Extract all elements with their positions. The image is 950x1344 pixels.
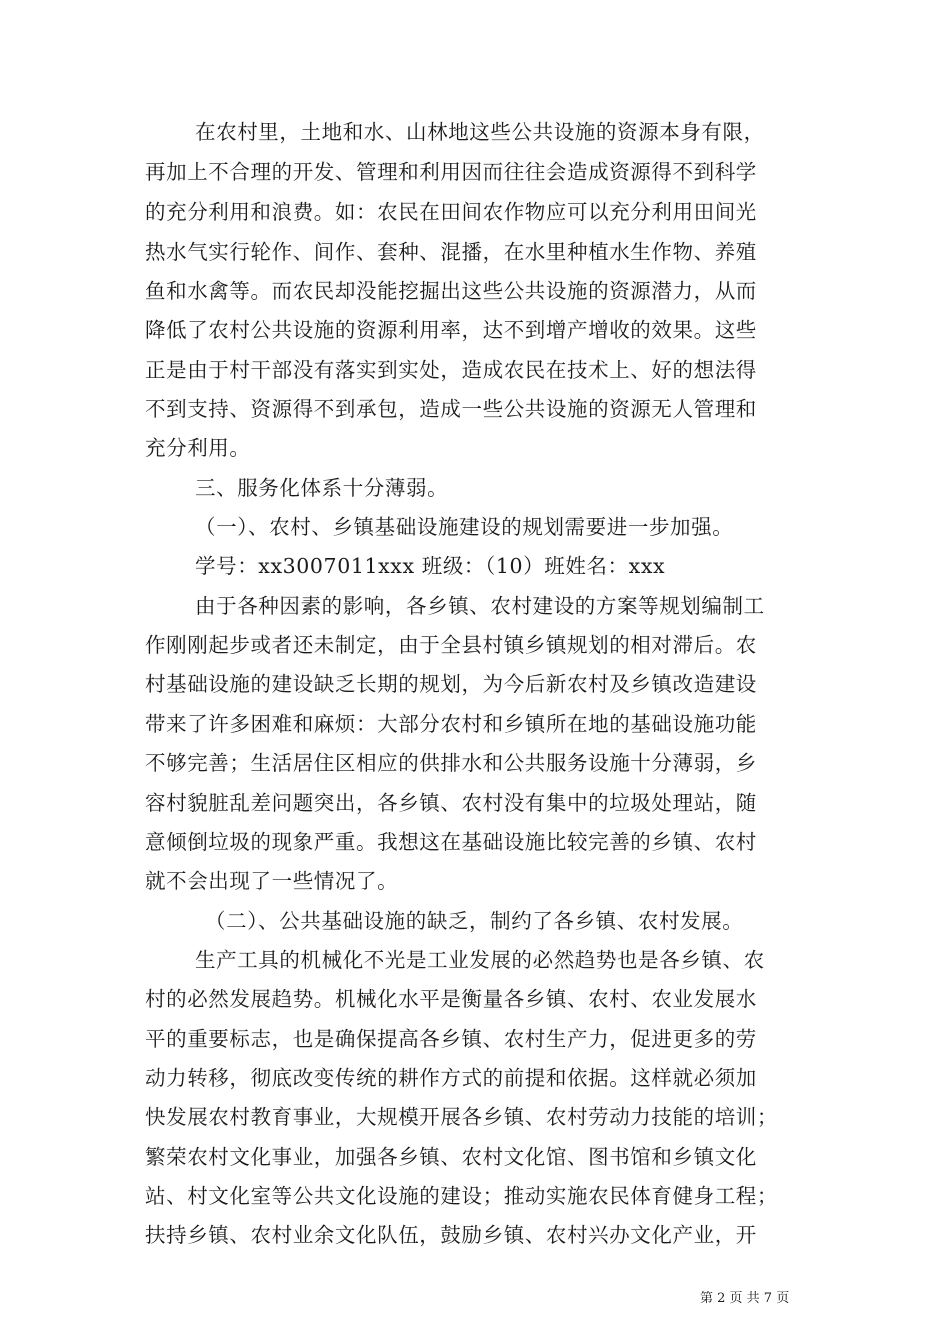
paragraph-line: 再加上不合理的开发、管理和利用因而往往会造成资源得不到科学 [145,160,757,184]
paragraph-line: 不够完善；生活居住区相应的供排水和公共服务设施十分薄弱，乡 [145,751,757,775]
paragraph-line: 平的重要标志，也是确保提高各乡镇、农村生产力，促进更多的劳 [145,1027,757,1051]
paragraph-line: 快发展农村教育事业，大规模开展各乡镇、农村劳动力技能的培训； [145,1105,778,1129]
paragraph-line: 生产工具的机械化不光是工业发展的必然趋势也是各乡镇、农 [195,948,765,972]
paragraph-line: 不到支持、资源得不到承包，造成一些公共设施的资源无人管理和 [145,397,757,421]
section-heading: 三、服务化体系十分薄弱。 [195,476,449,500]
paragraph-line: 村基础设施的建设缺乏长期的规划，为今后新农村及乡镇改造建设 [145,672,757,696]
student-info-line: 学号：xx3007011xxx 班级：（10）班姓名：xxx [195,554,666,578]
paragraph-line: 动力转移，彻底改变传统的耕作方式的前提和依据。这样就必须加 [145,1066,757,1090]
paragraph-line: 容村貌脏乱差问题突出，各乡镇、农村没有集中的垃圾处理站，随 [145,791,757,815]
paragraph-line: 就不会出现了一些情况了。 [145,869,399,893]
paragraph-line: 充分利用。 [145,436,251,460]
paragraph-line: 由于各种因素的影响，各乡镇、农村建设的方案等规划编制工 [195,594,765,618]
paragraph-line: 在农村里，土地和水、山林地这些公共设施的资源本身有限， [195,120,765,144]
paragraph-line: 村的必然发展趋势。机械化水平是衡量各乡镇、农村、农业发展水 [145,987,757,1011]
paragraph-line: 意倾倒垃圾的现象严重。我想这在基础设施比较完善的乡镇、农村 [145,830,757,854]
paragraph-line: 作刚刚起步或者还未制定，由于全县村镇乡镇规划的相对滞后。农 [145,633,757,657]
page-number-footer: 第 2 页 共 7 页 [700,1291,790,1306]
paragraph-line: 鱼和水禽等。而农民却没能挖掘出这些公共设施的资源潜力，从而 [145,279,757,303]
subsection-heading: （二）、公共基础设施的缺乏，制约了各乡镇、农村发展。 [205,909,744,933]
paragraph-line: 正是由于村干部没有落实到实处，造成农民在技术上、好的想法得 [145,358,757,382]
paragraph-line: 热水气实行轮作、间作、套种、混播，在水里种植水生作物、养殖 [145,240,757,264]
paragraph-line: 繁荣农村文化事业，加强各乡镇、农村文化馆、图书馆和乡镇文化 [145,1145,757,1169]
paragraph-line: 带来了许多困难和麻烦：大部分农村和乡镇所在地的基础设施功能 [145,712,757,736]
paragraph-line: 的充分利用和浪费。如：农民在田间农作物应可以充分利用田间光 [145,200,757,224]
paragraph-line: 站、村文化室等公共文化设施的建设；推动实施农民体育健身工程； [145,1184,778,1208]
paragraph-line: 扶持乡镇、农村业余文化队伍，鼓励乡镇、农村兴办文化产业，开 [145,1223,757,1247]
paragraph-line: 降低了农村公共设施的资源利用率，达不到增产增收的效果。这些 [145,318,757,342]
subsection-heading: （一）、农村、乡镇基础设施建设的规划需要进一步加强。 [195,515,734,539]
